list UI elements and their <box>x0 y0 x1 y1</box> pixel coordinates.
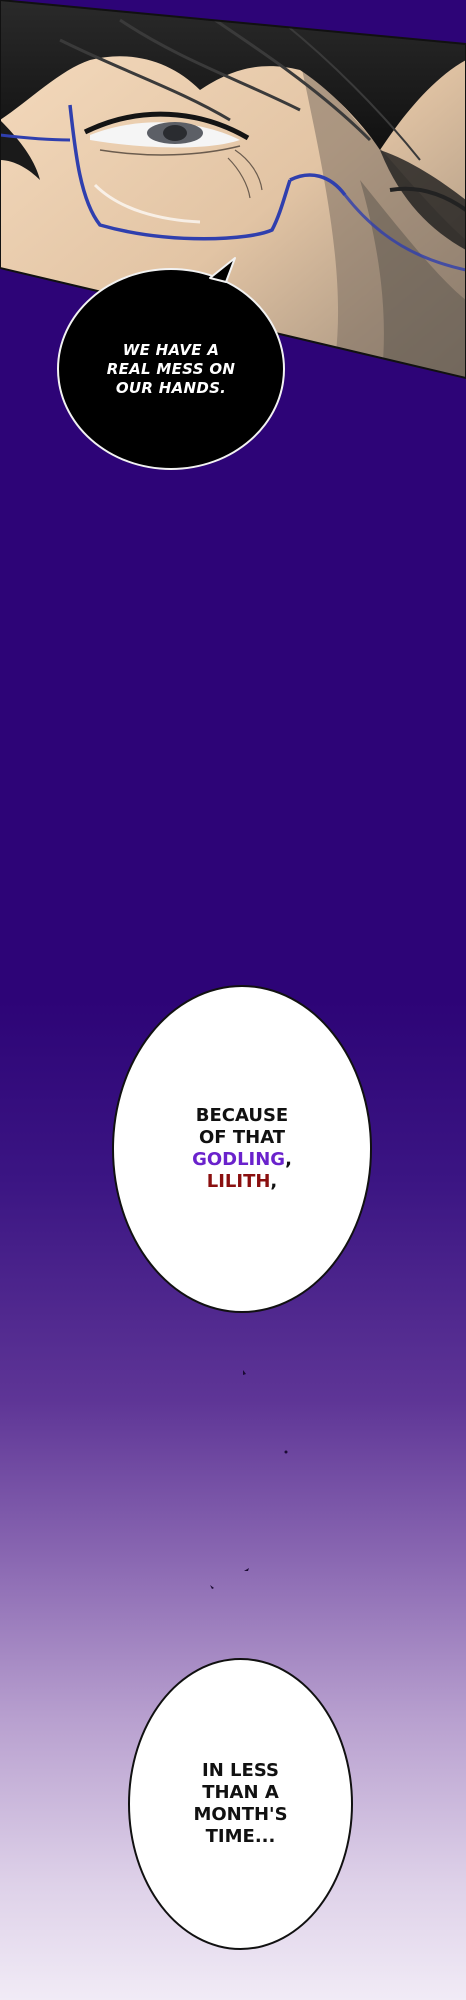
dialogue-line: THAN A <box>202 1782 279 1803</box>
speck <box>244 1568 249 1571</box>
speech-bubble-text <box>193 1760 287 1848</box>
speech-bubble-white <box>112 985 372 1313</box>
dialogue-line <box>192 1171 292 1193</box>
dialogue-line: BECAUSE <box>195 1105 289 1126</box>
highlighted-name: GODLING <box>192 1149 286 1170</box>
speech-bubble-dark <box>57 268 285 470</box>
dialogue-line <box>192 1149 292 1171</box>
comma: , <box>270 1171 278 1192</box>
dialogue-line: OF THAT <box>198 1127 286 1148</box>
dialogue-line: IN LESS <box>202 1760 279 1781</box>
highlighted-name: LILITH <box>206 1171 271 1192</box>
dialogue-line: MONTH'S <box>193 1804 288 1825</box>
speech-bubble-white <box>128 1658 353 1950</box>
comma: , <box>285 1149 292 1170</box>
dialogue-line: TIME... <box>205 1826 276 1847</box>
speck <box>243 1370 246 1375</box>
speck <box>285 1451 288 1454</box>
dialogue-line: REAL MESS ON <box>106 359 236 378</box>
speck <box>210 1585 214 1589</box>
speech-bubble-text <box>107 341 236 398</box>
dialogue-line: OUR HANDS. <box>115 378 227 397</box>
dialogue-line: WE HAVE A <box>122 340 220 359</box>
speech-bubble-text <box>192 1105 292 1193</box>
